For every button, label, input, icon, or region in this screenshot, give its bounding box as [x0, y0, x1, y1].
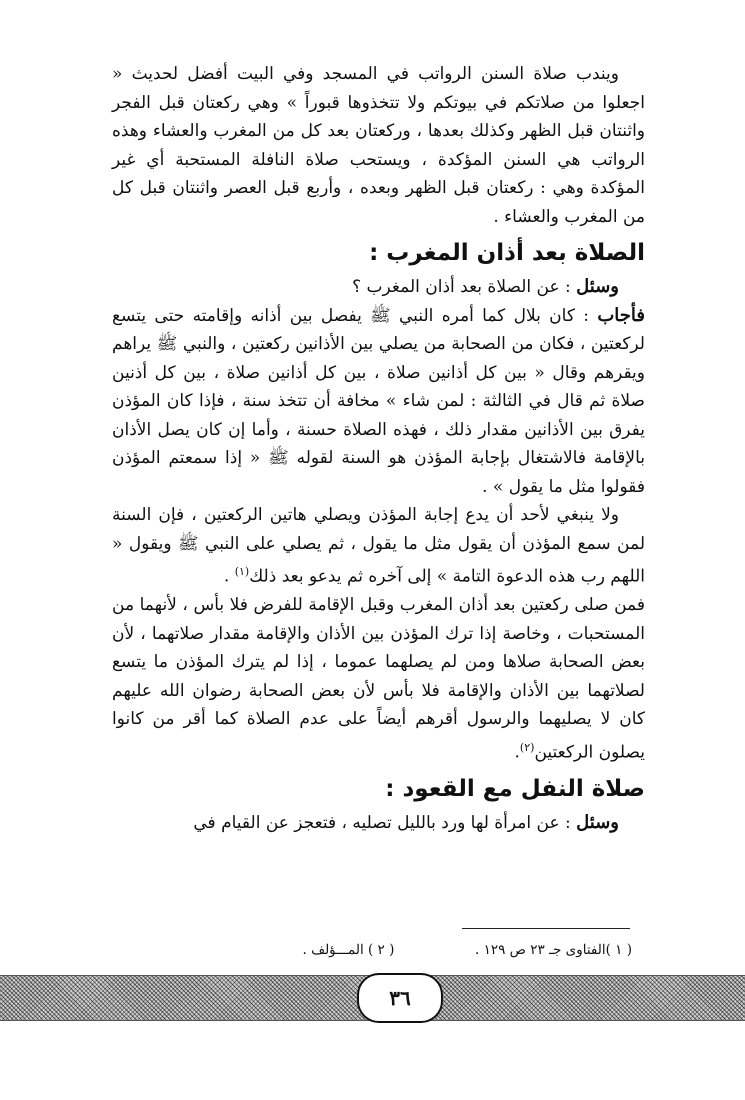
question-sitting: [112, 809, 645, 838]
paragraph-sunan: ويندب صلاة السنن الرواتب في المسجد وفي البيت أفضل لحديث « اجعلوا من صلاتكم في بيوتكم ولا تتخذوها قبوراً » وهي ركعتان قبل الفجر واثنتان قبل الظهر وكذلك بعدها ، وركعتان بعد كل من المغرب والعشاء وهذه الرواتب هي السنن المؤكدة ، ويستحب صلاة النافلة المستحبة أي غير المؤكدة وهي : ركعتان قبل الظهر وبعده ، وأربع قبل العصر واثنتان قبل كل من المغرب والعشاء .: [112, 64, 645, 227]
paragraph-text: ولا ينبغي لأحد أن يدع إجابة المؤذن ويصلي هاتين الركعتين ، فإن السنة لمن سمع المؤذن أن يقول مثل ما يقول ، ثم يصلي على النبي ﷺ ويقول « اللهم رب هذه الدعوة التامة » إلى آخره ثم يدعو بعد ذلك: [112, 505, 645, 587]
question-lead: وسئل: [576, 276, 619, 297]
answer-maghrib: [112, 302, 645, 502]
question-maghrib: [112, 273, 645, 302]
footnote-2: ( ٢ ) المـــؤلف .: [302, 942, 395, 958]
answer-text: : كان بلال كما أمره النبي ﷺ يفصل بين أذانه وإقامته حتى يتسع لركعتين ، فكان من الصحابة من يصلي بين الأذانين ركعتين ، والنبي ﷺ يراهم ويقرهم وقال « بين كل أذانين صلاة ، بين كل أذانين صلاة ، بين كل أذنين صلاة ثم قال في الثالثة : لمن شاء » مخافة أن تتخذ سنة ، فإذا كان المؤذن يفرق بين الأذانين مقدار ذلك ، فهذه الصلاة حسنة ، وأما إن كان يصل الأذان بالإقامة فالاشتغال بإجابة المؤذن هو السنة لقوله ﷺ « إذا سمعتم المؤذن فقولوا مثل ما يقول » .: [112, 305, 645, 497]
footnote-1: ( ١ )الفتاوى جـ ٢٣ ص ١٢٩ .: [474, 942, 632, 958]
question-lead: وسئل: [576, 811, 619, 833]
heading-maghrib-prayer: الصلاة بعد أذان المغرب :: [369, 240, 645, 266]
footnote-ref-1: (١): [234, 565, 250, 578]
footnote-ref-2: (٢): [519, 740, 535, 754]
question-text: : عن الصلاة بعد أذان المغرب ؟: [352, 277, 571, 297]
paragraph-responding-muezzin: [112, 501, 645, 591]
footnotes: [240, 940, 632, 960]
paragraph-end: .: [223, 566, 235, 587]
page-number: ٣٦: [357, 973, 443, 1023]
paragraph-two-rakahs: [112, 591, 645, 767]
question-text: : عن امرأة لها ورد بالليل تصليه ، فتعجز عن القيام في: [193, 812, 571, 833]
footnote-separator: [462, 928, 630, 929]
paragraph-text: فمن صلى ركعتين بعد أذان المغرب وقبل الإقامة للفرض فلا بأس ، لأنهما من المستحبات ، وخاصة إذا ترك المؤذن بين الأذان والإقامة مقدار صلاتهما ، لأن بعض الصحابة صلاها ومن لم يصلهما عموما ، إذا لم يترك المؤذن ما يتسع لصلاتهما بين الأذان والإقامة فلا بأس لأن بعض الصحابة رضوان الله عليهم كان لا يصليهما والرسول أقرهم أيضاً على عدم الصلاة كما أقر من كانوا يصلون الركعتين: [112, 595, 645, 763]
main-text: [112, 60, 645, 837]
heading-sitting-prayer: صلاة النفل مع القعود :: [385, 775, 645, 802]
answer-lead: فأجاب: [597, 304, 645, 326]
paragraph-end: .: [514, 742, 520, 763]
